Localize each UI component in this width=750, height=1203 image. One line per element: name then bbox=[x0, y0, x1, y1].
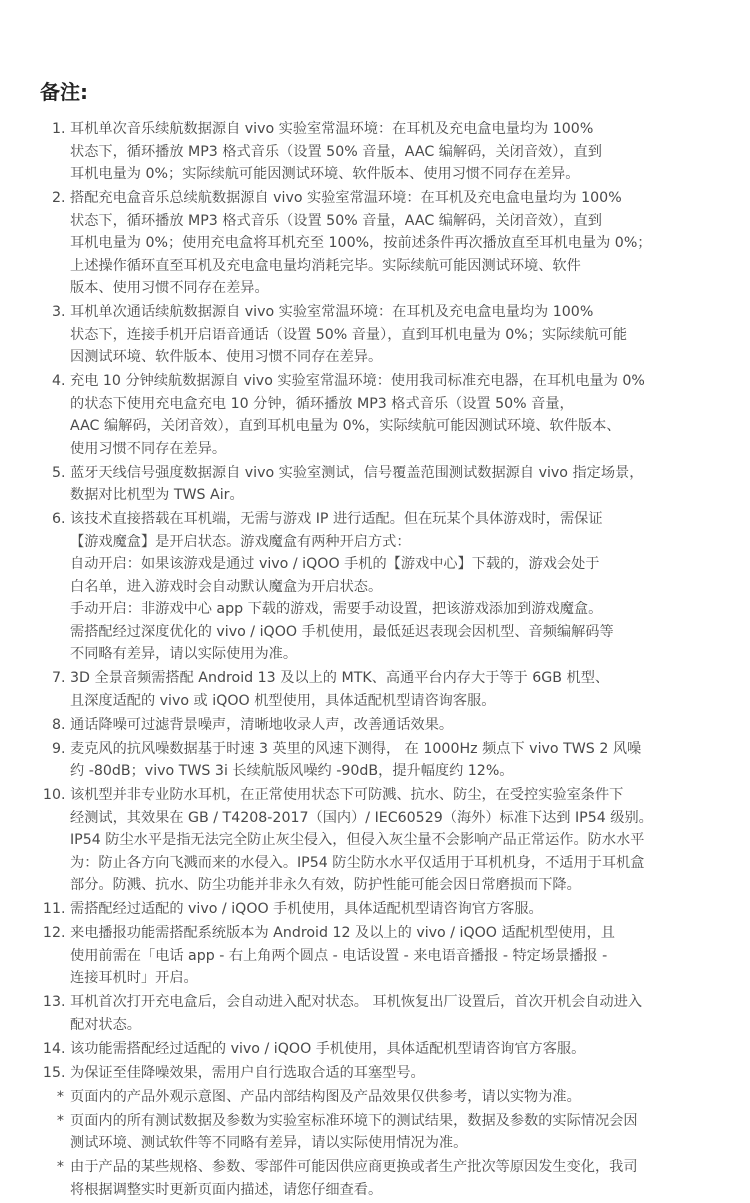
note-line: 搭配充电盒音乐总续航数据源自 vivo 实验室常温环境：在耳机及充电盒电量均为 100% bbox=[70, 190, 622, 206]
note-line: 为：防止各方向飞溅而来的水侵入。IP54 防尘防水水平仅适用于耳机机身，不适用于耳机盒 bbox=[70, 854, 645, 871]
note-line: 麦克风的抗风噪数据基于时速 3 英里的风速下测得， 在 1000Hz 频点下 vivo TWS 2 风噪 bbox=[70, 740, 642, 757]
note-line: 耳机单次音乐续航数据源自 vivo 实验室常温环境：在耳机及充电盒电量均为 100% bbox=[70, 121, 594, 137]
note-text bbox=[70, 991, 720, 1036]
note-line: 需搭配经过深度优化的 vivo / iQOO 手机使用，最低延迟表现会因机型、音频编解码等 bbox=[70, 623, 614, 640]
note-item bbox=[0, 1062, 750, 1085]
note-line: 数据对比机型为 TWS Air。 bbox=[70, 487, 244, 503]
note-text bbox=[70, 118, 720, 186]
note-number: 13. bbox=[42, 994, 70, 1010]
note-item bbox=[0, 667, 750, 712]
note-number: 3. bbox=[51, 304, 70, 320]
note-line: 白名单，进入游戏时会自动默认魔盒为开启状态。 bbox=[70, 578, 383, 595]
note-text bbox=[70, 1062, 720, 1085]
note-line: 部分。防溅、抗水、防尘功能并非永久有效，防护性能可能会因日常磨损而下降。 bbox=[70, 877, 581, 893]
note-line: 耳机首次打开充电盒后，会自动进入配对状态。 耳机恢复出厂设置后，首次开机会自动进入 bbox=[70, 994, 643, 1010]
note-item bbox=[0, 187, 750, 300]
note-item bbox=[0, 1156, 750, 1201]
note-line: 状态下，连接手机开启语音通话（设置 50% 音量），直到耳机电量为 0%；实际续航可能 bbox=[70, 326, 628, 343]
note-line: 【游戏魔盒】是开启状态。游戏魔盒有两种开启方式： bbox=[70, 533, 411, 550]
note-line: 约 -80dB；vivo TWS 3i 长续航版风噪约 -90dB，提升幅度约 12%。 bbox=[70, 763, 514, 779]
note-text bbox=[70, 370, 720, 460]
note-line: 测试环境、测试软件等不同略有差异，请以实际使用情况为准。 bbox=[70, 1135, 468, 1151]
note-item bbox=[0, 370, 750, 460]
note-number: 11. bbox=[42, 901, 70, 917]
note-line: 为保证至佳降噪效果，需用户自行选取合适的耳塞型号。 bbox=[70, 1064, 425, 1081]
note-number: * bbox=[56, 1088, 64, 1105]
note-line: 耳机电量为 0%；实际续航可能因测试环境、软件版本、使用习惯不同存在差异。 bbox=[70, 166, 580, 182]
note-line: 来电播报功能需搭配系统版本为 Android 12 及以上的 vivo / iQOO 适配机型使用，且 bbox=[70, 925, 615, 941]
note-number: 7. bbox=[51, 670, 70, 686]
note-item bbox=[0, 784, 750, 897]
note-number: 5. bbox=[51, 464, 70, 481]
note-line: AAC 编解码，关闭音效），直到耳机电量为 0%，实际续航可能因测试环境、软件版本、 bbox=[70, 418, 621, 434]
note-line: 使用前需在「电话 app - 右上角两个圆点 - 电话设置 - 来电语音播报 - 特定场景播报 - bbox=[70, 947, 608, 964]
note-line: 版本、使用习惯不同存在差异。 bbox=[70, 280, 269, 296]
note-text bbox=[70, 301, 720, 369]
note-item bbox=[0, 118, 750, 186]
note-line: 使用习惯不同存在差异。 bbox=[70, 440, 227, 457]
note-text bbox=[70, 1086, 720, 1109]
note-number: 1. bbox=[51, 121, 70, 137]
note-number: 4. bbox=[51, 373, 70, 389]
note-item bbox=[0, 991, 750, 1036]
note-text bbox=[70, 1038, 720, 1061]
note-line: 蓝牙天线信号强度数据源自 vivo 实验室测试，信号覆盖范围测试数据源自 vivo 指定场景， bbox=[70, 464, 644, 481]
note-line: 耳机电量为 0%；使用充电盒将耳机充至 100%，按前述条件再次播放直至耳机电量为 0%； bbox=[70, 235, 652, 251]
note-line: 该功能需搭配经过适配的 vivo / iQOO 手机使用，具体适配机型请咨询官方客服。 bbox=[70, 1040, 586, 1057]
notes-list bbox=[0, 118, 750, 1203]
note-item bbox=[0, 301, 750, 369]
note-text bbox=[70, 714, 720, 737]
note-number: * bbox=[56, 1159, 64, 1175]
note-number: 8. bbox=[51, 716, 70, 733]
note-line: 经测试，其效果在 GB / T4208-2017（国内）/ IEC60529（海外）标准下达到 IP54 级别。 bbox=[70, 809, 653, 826]
note-item bbox=[0, 1086, 750, 1109]
note-line: 页面内的所有测试数据及参数为实验室标准环境下的测试结果，数据及参数的实际情况会因 bbox=[70, 1112, 638, 1129]
note-number: 10. bbox=[42, 787, 70, 803]
note-text bbox=[70, 784, 720, 897]
note-line: 不同略有差异，请以实际使用为准。 bbox=[70, 646, 298, 662]
note-item bbox=[0, 462, 750, 507]
note-line: 页面内的产品外观示意图、产品内部结构图及产品效果仅供参考，请以实物为准。 bbox=[70, 1088, 581, 1105]
note-line: 状态下，循环播放 MP3 格式音乐（设置 50% 音量，AAC 编解码，关闭音效），直到 bbox=[70, 212, 602, 229]
note-line: 充电 10 分钟续航数据源自 vivo 实验室常温环境：使用我司标准充电器，在耳机电量为 0% bbox=[70, 373, 645, 389]
note-number: 12. bbox=[42, 925, 70, 941]
note-number: 9. bbox=[51, 740, 70, 757]
note-item bbox=[0, 508, 750, 666]
note-number: 14. bbox=[42, 1040, 70, 1057]
note-line: 将根据调整实时更新页面内描述，请您仔细查看。 bbox=[70, 1181, 383, 1198]
note-text bbox=[70, 508, 720, 666]
note-line: 连接耳机时」开启。 bbox=[70, 970, 198, 986]
note-text bbox=[70, 738, 720, 783]
note-line: 配对状态。 bbox=[70, 1016, 141, 1033]
note-line: 由于产品的某些规格、参数、零部件可能因供应商更换或者生产批次等原因发生变化，我司 bbox=[70, 1159, 638, 1175]
note-item bbox=[0, 738, 750, 783]
note-line: 该技术直接搭载在耳机端，无需与游戏 IP 进行适配。但在玩某个具体游戏时，需保证 bbox=[70, 511, 603, 527]
note-text bbox=[70, 667, 720, 712]
note-item bbox=[0, 1038, 750, 1061]
note-item bbox=[0, 922, 750, 990]
note-line: 该机型并非专业防水耳机，在正常使用状态下可防溅、抗水、防尘，在受控实验室条件下 bbox=[70, 787, 624, 803]
note-text bbox=[70, 1110, 720, 1155]
note-line: 耳机单次通话续航数据源自 vivo 实验室常温环境：在耳机及充电盒电量均为 100% bbox=[70, 304, 594, 320]
note-line: 手动开启：非游戏中心 app 下载的游戏，需要手动设置，把该游戏添加到游戏魔盒。 bbox=[70, 601, 603, 617]
note-line: 需搭配经过适配的 vivo / iQOO 手机使用，具体适配机型请咨询官方客服。 bbox=[70, 901, 543, 917]
note-line: 通话降噪可过滤背景噪声，清晰地收录人声，改善通话效果。 bbox=[70, 716, 454, 733]
note-number: * bbox=[56, 1112, 64, 1129]
note-number: 2. bbox=[51, 190, 70, 206]
note-line: 的状态下使用充电盒充电 10 分钟，循环播放 MP3 格式音乐（设置 50% 音量， bbox=[70, 395, 574, 412]
note-text bbox=[70, 1156, 720, 1201]
note-line: 状态下，循环播放 MP3 格式音乐（设置 50% 音量，AAC 编解码，关闭音效），直到 bbox=[70, 143, 602, 160]
note-item bbox=[0, 1110, 750, 1155]
note-line: 且深度适配的 vivo 或 iQOO 机型使用，具体适配机型请咨询客服。 bbox=[70, 692, 496, 709]
note-line: 3D 全景音频需搭配 Android 13 及以上的 MTK、高通平台内存大于等于 6GB 机型、 bbox=[70, 670, 610, 686]
note-text bbox=[70, 898, 720, 921]
note-number: 15. bbox=[42, 1064, 70, 1081]
note-line: 因测试环境、软件版本、使用习惯不同存在差异。 bbox=[70, 349, 383, 365]
note-line: IP54 防尘水平是指无法完全防止灰尘侵入，但侵入灰尘量不会影响产品正常运作。防水水平 bbox=[70, 832, 645, 848]
note-text bbox=[70, 187, 720, 300]
note-text bbox=[70, 922, 720, 990]
note-number: 6. bbox=[51, 511, 70, 527]
note-item bbox=[0, 898, 750, 921]
note-line: 上述操作循环直至耳机及充电盒电量均消耗完毕。实际续航可能因测试环境、软件 bbox=[70, 257, 581, 274]
note-text bbox=[70, 462, 720, 507]
page-title: 备注: bbox=[40, 80, 88, 104]
note-item bbox=[0, 714, 750, 737]
note-line: 自动开启：如果该游戏是通过 vivo / iQOO 手机的【游戏中心】下载的，游戏会处于 bbox=[70, 556, 600, 572]
